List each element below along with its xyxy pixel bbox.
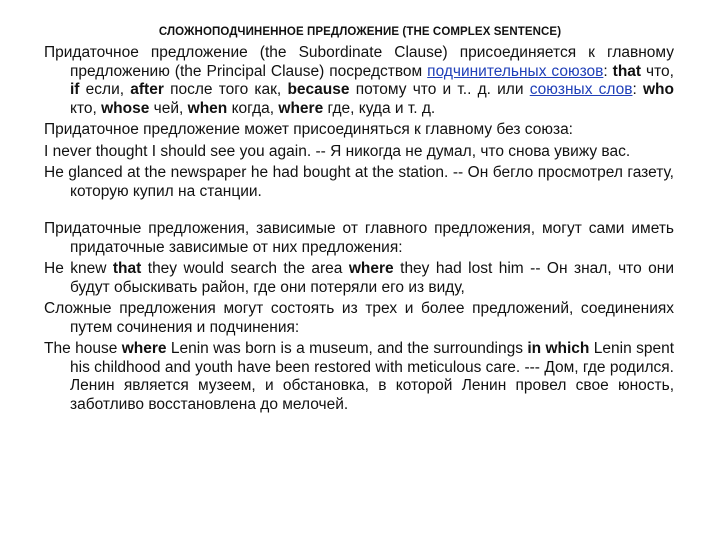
example-sentence <box>44 340 674 414</box>
slide-body <box>44 44 674 414</box>
text: they would search the area <box>141 260 349 277</box>
text: если, <box>79 81 131 98</box>
paragraph-no-conjunction: Придаточное предложение может присоединяться к главному без союза: <box>44 121 573 138</box>
link-conjunctive-words[interactable]: союзных слов <box>529 81 633 98</box>
text: they had lost him -- Он знал, что они будут обыскивать район, где они потеряли его из виду, <box>70 260 674 296</box>
example-word: who <box>643 81 674 98</box>
text: потому что и т.. д. или <box>349 81 530 98</box>
example-sentence: He glanced at the newspaper he had bought at the station. -- Он бегло просмотрел газету, которую купил на станции. <box>44 164 674 200</box>
text: He knew <box>44 260 113 277</box>
text: : <box>603 62 613 80</box>
text: Lenin spent his childhood and youth have been restored with meticulous care. --- Дом, где родился. Ленин является музеем, и обстановка, в которой Ленин провел свое юность, заботливо восстановлена до мелочей. <box>70 340 674 413</box>
spacer <box>44 201 674 220</box>
text: The house <box>44 340 122 357</box>
example-word: if <box>70 81 80 98</box>
text: кто, <box>70 99 102 117</box>
text: чей, <box>149 99 188 117</box>
paragraph-nested-clauses: Придаточные предложения, зависимые от главного предложения, могут сами иметь придаточные зависимые от них предложения: <box>44 220 674 256</box>
example-word: because <box>287 81 350 98</box>
example-sentence <box>44 260 674 297</box>
example-word: where <box>278 99 324 117</box>
example-sentence: I never thought I should see you again. -- Я никогда не думал, что снова увижу вас. <box>44 142 631 160</box>
example-word: where <box>348 260 394 277</box>
text: Придаточное предложение (the Subordinate Clause) присоединяется к главному предложению (the Principal Clause) посредством <box>44 44 674 80</box>
example-word: after <box>130 81 164 98</box>
example-word: where <box>121 340 167 357</box>
example-word: in which <box>527 340 590 357</box>
example-word: that <box>112 260 142 277</box>
paragraph-compound-complex: Сложные предложения могут состоять из трех и более предложений, соединениях путем сочинения и подчинения: <box>44 300 674 336</box>
text: что, <box>641 62 674 80</box>
link-subordinating-conjunctions[interactable]: подчинительных союзов <box>427 62 604 80</box>
text: когда, <box>227 99 279 117</box>
text: Lenin was born is a museum, and the surroundings <box>166 340 528 357</box>
text: после того как, <box>163 81 288 98</box>
example-word: whose <box>101 99 150 117</box>
paragraph-intro <box>44 44 674 118</box>
text: где, куда и т. д. <box>323 99 436 117</box>
text: : <box>632 81 643 98</box>
slide-title: СЛОЖНОПОДЧИНЕННОЕ ПРЕДЛОЖЕНИЕ (THE COMPLEX SENTENCE) <box>158 26 562 38</box>
example-word: when <box>187 99 228 117</box>
example-word: that <box>612 62 642 80</box>
